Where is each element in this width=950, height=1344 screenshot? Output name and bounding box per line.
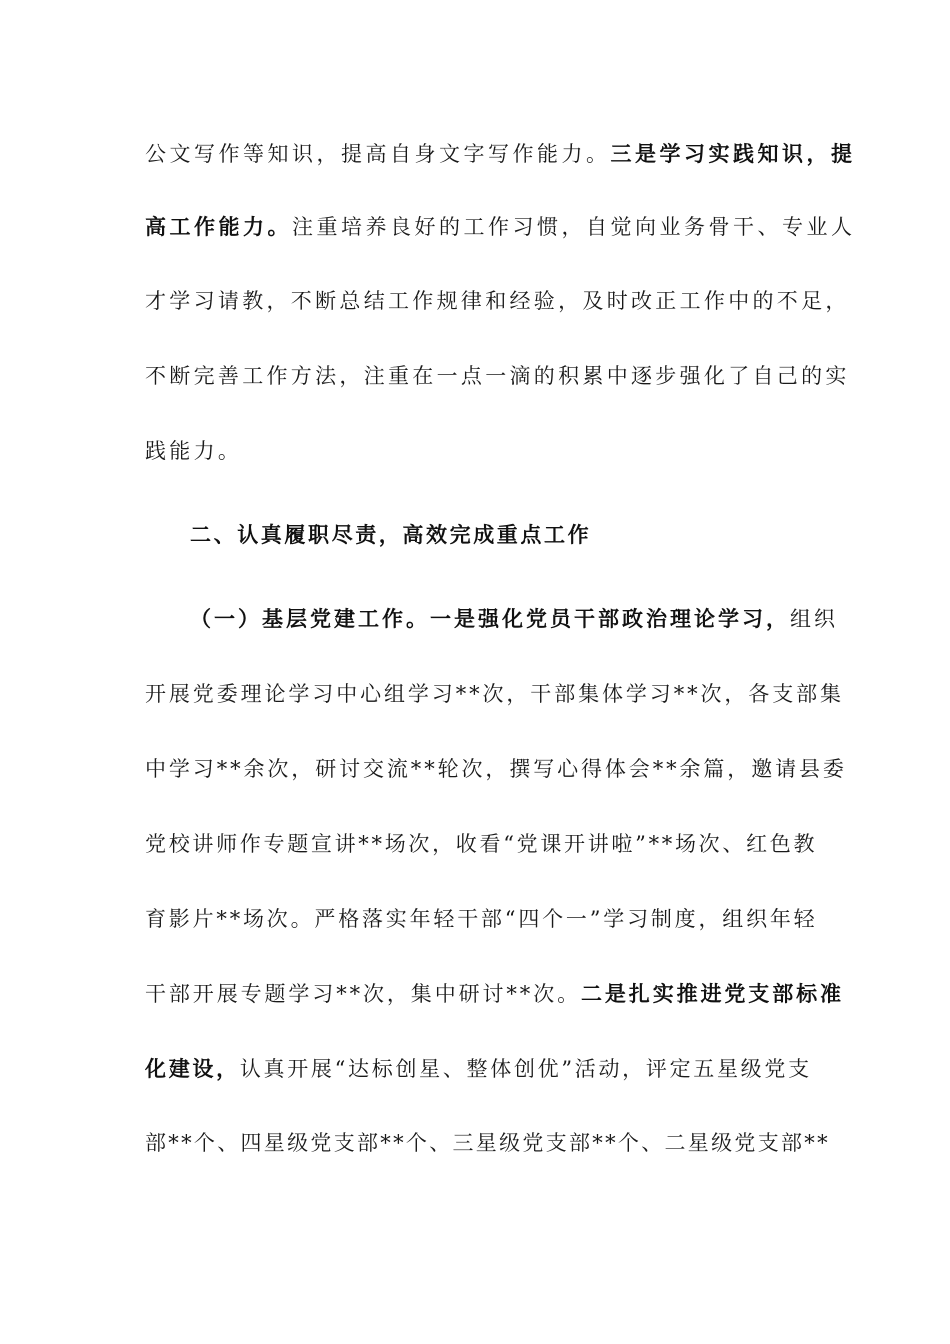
text-run: 认真开展“达标创星、整体创优”活动，评定五星级党支: [239, 1057, 812, 1081]
text-run: 干部开展专题学习**次，集中研讨**次。: [145, 982, 581, 1006]
para2-line-1: [190, 604, 838, 634]
para1-line-1: [145, 139, 856, 169]
para1-line-5: 践能力。: [145, 439, 243, 463]
bold-text-run: 化建设，: [145, 1056, 240, 1081]
para2-line-5: 育影片**场次。严格落实年轻干部“四个一”学习制度，组织年轻: [145, 907, 818, 931]
para1-line-4: 不断完善工作方法，注重在一点一滴的积累中逐步强化了自己的实: [145, 364, 850, 388]
text-run: 注重培养良好的工作习惯，自觉向业务骨干、专业人: [292, 215, 856, 239]
bold-text-run: 高工作能力。: [145, 214, 292, 239]
bold-text-run: 三是学习实践知识，提: [610, 141, 856, 166]
para2-line-6: [145, 979, 844, 1009]
bold-text-run: 二是扎实推进党支部标准: [581, 981, 844, 1006]
bold-text-run: （一）基层党建工作。一是强化党员干部政治理论学习，: [190, 606, 790, 631]
text-run: 组织: [790, 607, 838, 631]
section-heading: 二、认真履职尽责，高效完成重点工作: [190, 522, 592, 547]
para2-line-7: [145, 1054, 812, 1084]
para2-line-4: 党校讲师作专题宣讲**场次，收看“党课开讲啦”**场次、红色教: [145, 832, 818, 856]
text-run: 公文写作等知识，提高自身文字写作能力。: [145, 142, 611, 166]
para2-line-8: 部**个、四星级党支部**个、三星级党支部**个、二星级党支部**: [145, 1131, 830, 1155]
para2-line-3: 中学习**余次，研讨交流**轮次，撰写心得体会**余篇，邀请县委: [145, 757, 847, 781]
para2-line-2: 开展党委理论学习中心组学习**次，干部集体学习**次，各支部集: [145, 682, 844, 706]
para1-line-2: [145, 212, 856, 242]
para1-line-3: 才学习请教，不断总结工作规律和经验，及时改正工作中的不足，: [145, 289, 850, 313]
